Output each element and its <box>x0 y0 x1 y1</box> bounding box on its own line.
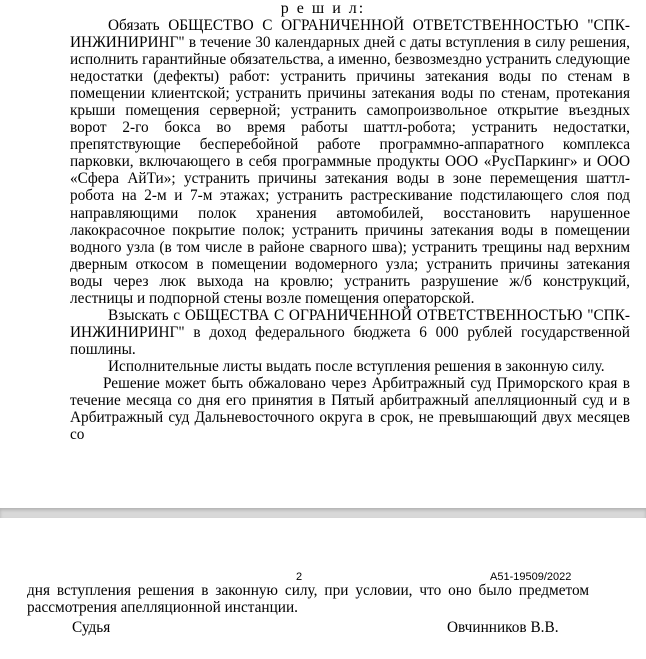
paragraph-writs: Исполнительные листы выдать после вступления решения в законную силу. <box>108 357 605 375</box>
paragraph-appeal: Решение может быть обжаловано через Арбитражный суд Приморского края в течение месяца со дня его принятия в Пятый арбитражный апелляционный суд и в Арбитражный суд Дальневосточного округа в срок, не превышающий двух месяцев со <box>70 374 630 444</box>
page-number: 2 <box>296 571 303 583</box>
paragraph-state-duty: Взыскать с ОБЩЕСТВА С ОГРАНИЧЕННОЙ ОТВЕТСТВЕННОСТЬЮ "СПК-ИНЖИНИРИНГ" в доход федерального бюджета 6 000 рублей государственной пошлины. <box>70 306 630 358</box>
decision-heading: р е ш и л: <box>280 0 366 17</box>
page-separator <box>0 508 646 518</box>
decision-body <box>70 17 630 443</box>
appeal-continuation: дня вступления решения в законную силу, при условии, что оно было предметом рассмотрения апелляционной инстанции. <box>27 582 589 616</box>
document-page-2 <box>0 518 646 659</box>
paragraph-obligation: Обязать ОБЩЕСТВО С ОГРАНИЧЕННОЙ ОТВЕТСТВЕННОСТЬЮ "СПК-ИНЖИНИРИНГ" в течение 30 календарных дней с даты вступления в силу решения, исполнить гарантийные обязательства, а именно, безвозмездно устранить следующие недостатки (дефекты) работ: устранить причины затекания воды по стенам в помещении клиентской; устранить причины затекания воды по стенам, протекания крыши помещения серверной; устранить самопроизвольное открытие въездных ворот 2-го бокса во время работы шаттл-робота; устранить недостатки, препятствующие бесперебойной работе программно-аппаратного комплекса парковки, включающего в себя программные продукты ООО «РусПаркинг» и ООО «Сфера АйТи»; устранить причины затекания воды в зоне перемещения шаттл-робота на 2-м и 7-м этажах; устранить растрескивание подстилающего слоя под направляющими полок хранения автомобилей, восстановить нарушенное лакокрасочное покрытие полок; устранить причины затекания воды в помещении водного узла (в том числе в районе сварного шва); устранить трещины над верхним дверным откосом в помещении водомерного узла; устранить причины затекания воды через люк выхода на кровлю; устранить разрушение ж/б конструкций, лестницы и подпорной стены возле помещения операторской. <box>70 17 630 307</box>
case-number: А51-19509/2022 <box>490 571 572 583</box>
judge-label: Судья <box>72 619 111 636</box>
judge-name: Овчинников В.В. <box>447 619 559 636</box>
